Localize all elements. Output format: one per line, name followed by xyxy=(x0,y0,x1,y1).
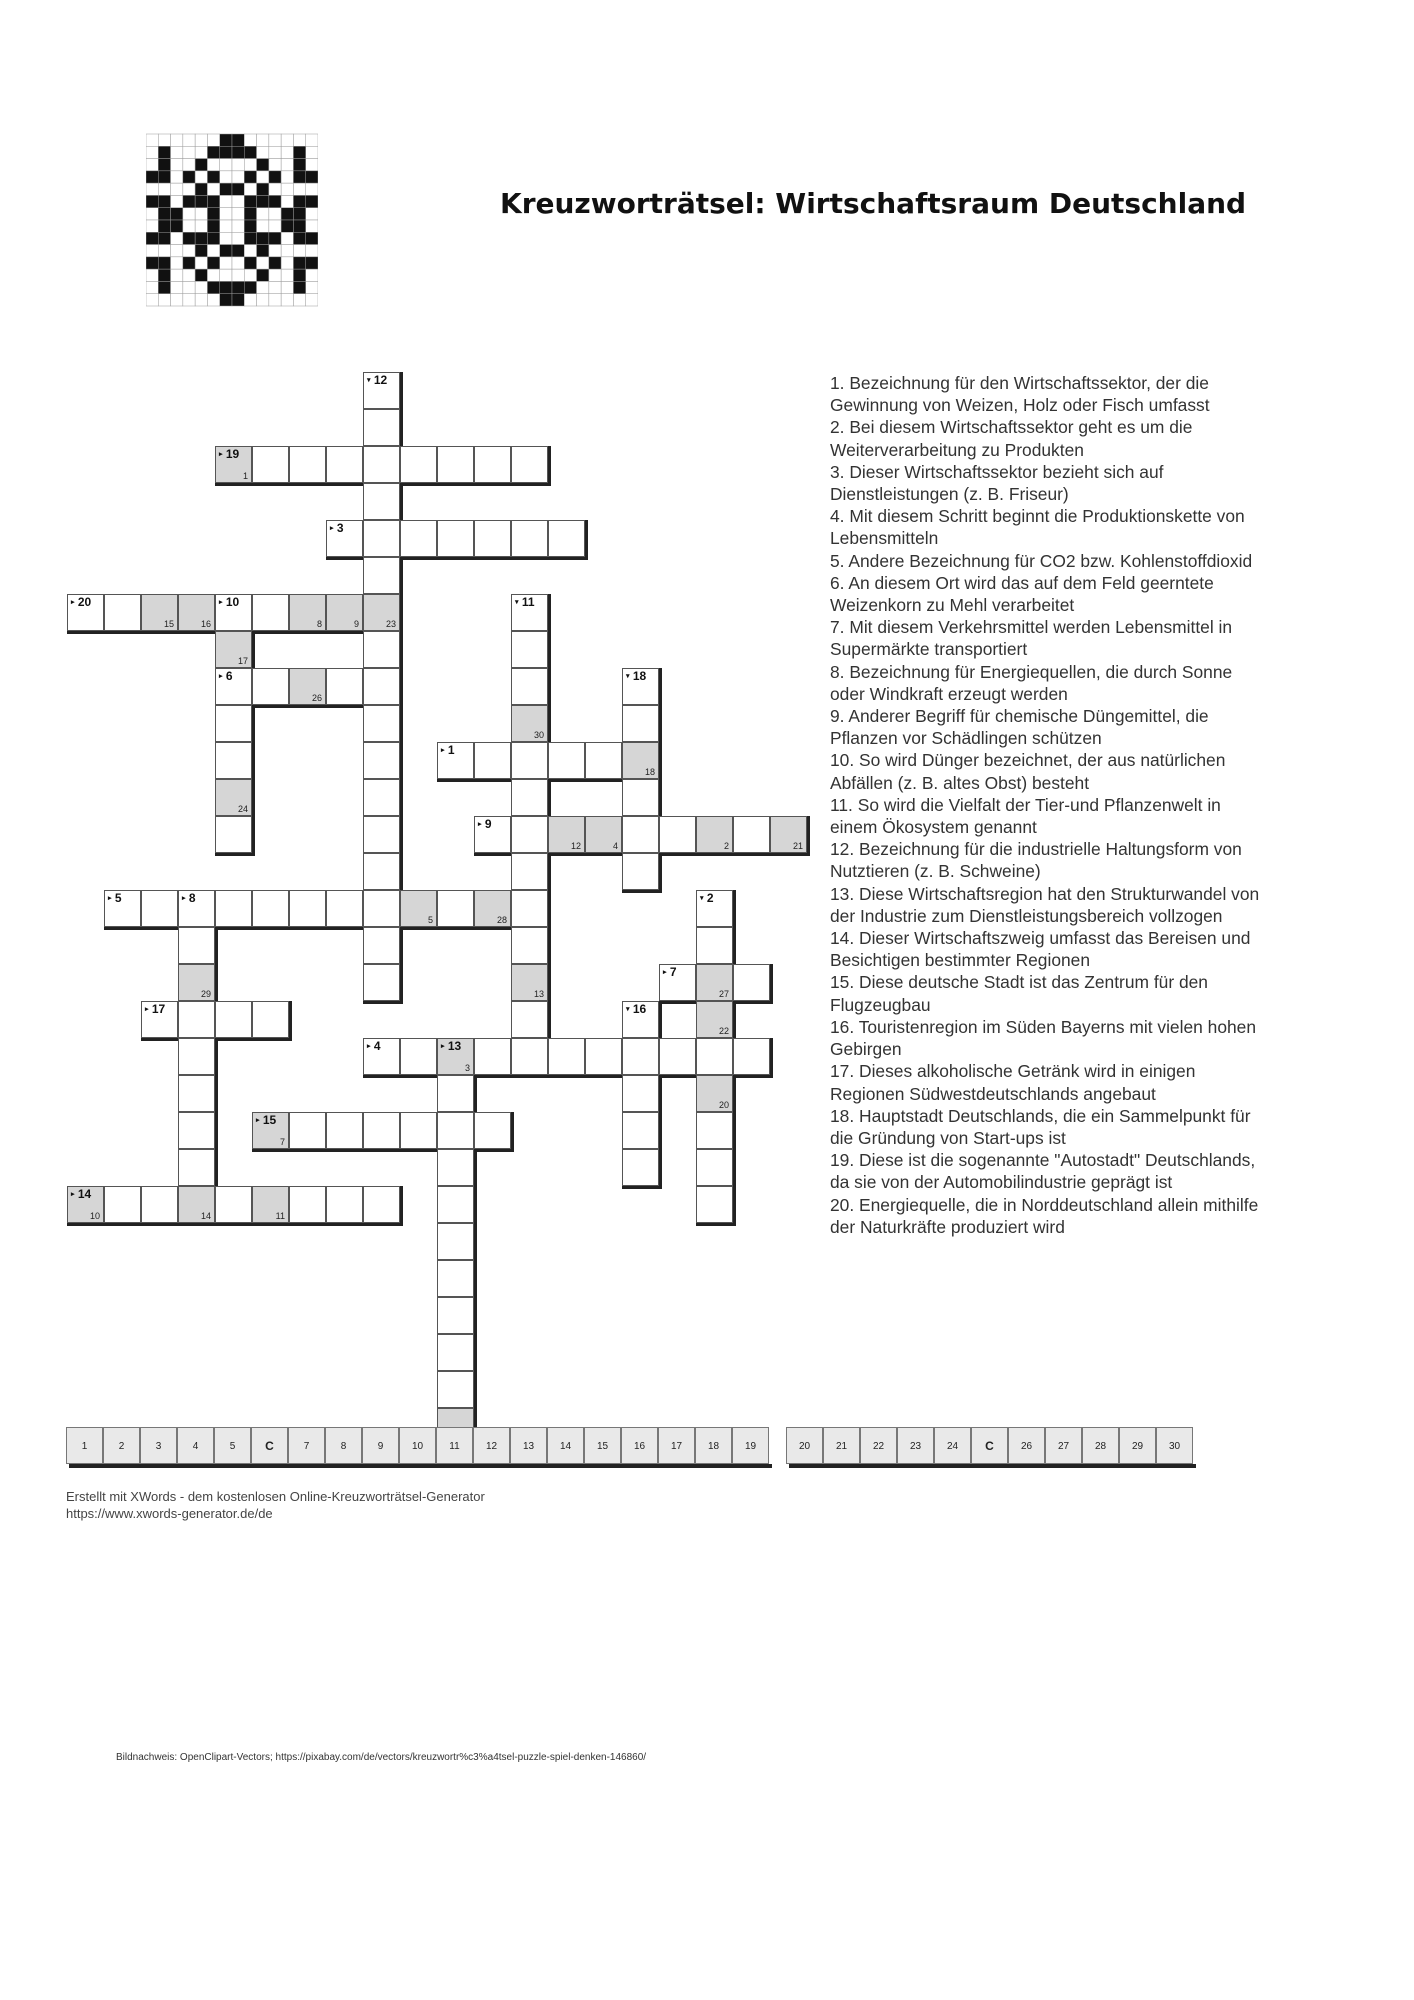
clue-item: 10. So wird Dünger bezeichnet, der aus natürlichen Abfällen (z. B. altes Obst) besteht xyxy=(830,750,1226,793)
solution-row xyxy=(0,1427,1414,1469)
clue-number-text: 7 xyxy=(669,965,677,979)
grid-cell[interactable] xyxy=(289,594,326,631)
clue-number xyxy=(219,669,233,684)
clue-item: 9. Anderer Begriff für chemische Düngemittel, die Pflanzen vor Schädlingen schützen xyxy=(830,706,1209,749)
grid-cell[interactable] xyxy=(696,1001,733,1038)
clue-item: 18. Hauptstadt Deutschlands, die ein Sammelpunkt für die Gründung von Start-ups ist xyxy=(830,1105,1251,1148)
solution-index: 29 xyxy=(200,989,211,999)
grid-cell[interactable] xyxy=(363,1112,400,1149)
arrow-right-icon: ▸ xyxy=(219,672,223,680)
clue-number-text: 1 xyxy=(447,743,455,757)
clue-number-text: 4 xyxy=(373,1039,381,1053)
solution-index: 20 xyxy=(718,1100,729,1110)
solution-box[interactable]: 9 xyxy=(362,1427,399,1464)
clue-number xyxy=(626,669,646,684)
solution-index: 30 xyxy=(533,730,544,740)
grid-cell[interactable] xyxy=(104,890,141,927)
grid-cell[interactable] xyxy=(363,631,400,668)
clue-item: 14. Dieser Wirtschaftszweig umfasst das Bereisen und Besichtigen bestimmter Regionen xyxy=(830,928,1251,971)
solution-box[interactable]: C xyxy=(251,1427,288,1464)
grid-cell[interactable] xyxy=(363,372,400,409)
grid-cell[interactable] xyxy=(622,1075,659,1112)
clue-number-text: 14 xyxy=(77,1187,92,1201)
arrow-down-icon: ▾ xyxy=(700,894,704,902)
solution-index: 1 xyxy=(242,471,248,481)
grid-cell[interactable] xyxy=(326,1186,363,1223)
grid-cell[interactable] xyxy=(770,816,807,853)
arrow-right-icon: ▸ xyxy=(71,1190,75,1198)
grid-cell[interactable] xyxy=(215,779,252,816)
grid-cell[interactable] xyxy=(363,779,400,816)
solution-shadow xyxy=(789,1464,1196,1468)
grid-cell[interactable] xyxy=(437,1149,474,1186)
grid-cell[interactable] xyxy=(289,668,326,705)
solution-index: 4 xyxy=(612,841,618,851)
grid-cell[interactable] xyxy=(696,890,733,927)
solution-box[interactable]: 20 xyxy=(786,1427,823,1464)
grid-cell[interactable] xyxy=(696,816,733,853)
grid-cell[interactable] xyxy=(474,890,511,927)
grid-cell[interactable] xyxy=(622,853,659,890)
grid-cell[interactable] xyxy=(104,1186,141,1223)
solution-box[interactable]: 30 xyxy=(1156,1427,1193,1464)
arrow-right-icon: ▸ xyxy=(478,820,482,828)
grid-cell[interactable] xyxy=(437,1371,474,1408)
grid-cell[interactable] xyxy=(696,1112,733,1149)
grid-cell[interactable] xyxy=(622,779,659,816)
solution-box[interactable]: 26 xyxy=(1008,1427,1045,1464)
grid-cell[interactable] xyxy=(511,446,548,483)
grid-cell[interactable] xyxy=(585,816,622,853)
grid-cell[interactable] xyxy=(215,890,252,927)
clue-number-text: 18 xyxy=(632,669,647,683)
grid-cell[interactable] xyxy=(437,1297,474,1334)
solution-index: 2 xyxy=(723,841,729,851)
clue-item: 4. Mit diesem Schritt beginnt die Produktionskette von Lebensmitteln xyxy=(830,506,1245,549)
arrow-right-icon: ▸ xyxy=(219,450,223,458)
grid-cell[interactable] xyxy=(104,594,141,631)
solution-index: 7 xyxy=(279,1137,285,1147)
solution-index: 27 xyxy=(718,989,729,999)
grid-cell[interactable] xyxy=(178,927,215,964)
clue-number-text: 13 xyxy=(447,1039,462,1053)
solution-box[interactable]: 22 xyxy=(860,1427,897,1464)
grid-cell[interactable] xyxy=(437,890,474,927)
grid-cell[interactable] xyxy=(511,890,548,927)
grid-cell[interactable] xyxy=(141,1001,178,1038)
grid-cell[interactable] xyxy=(215,446,252,483)
clue-item: 11. So wird die Vielfalt der Tier-und Pflanzenwelt in einem Ökosystem genannt xyxy=(830,794,1221,838)
arrow-down-icon: ▾ xyxy=(626,672,630,680)
clue-number xyxy=(330,521,344,536)
grid-cell[interactable] xyxy=(437,520,474,557)
solution-box[interactable]: 24 xyxy=(934,1427,971,1464)
arrow-right-icon: ▸ xyxy=(71,598,75,606)
solution-index: 9 xyxy=(353,619,359,629)
grid-cell[interactable] xyxy=(252,668,289,705)
grid-cell[interactable] xyxy=(511,520,548,557)
clue-number xyxy=(219,595,239,610)
clue-number-text: 16 xyxy=(632,1002,647,1016)
solution-index: 12 xyxy=(570,841,581,851)
clue-number xyxy=(663,965,677,980)
solution-index: 26 xyxy=(311,693,322,703)
grid-cell[interactable] xyxy=(696,1186,733,1223)
grid-cell[interactable] xyxy=(363,557,400,594)
grid-cell[interactable] xyxy=(178,1001,215,1038)
grid-cell[interactable] xyxy=(474,816,511,853)
solution-index: 10 xyxy=(89,1211,100,1221)
grid-cell[interactable] xyxy=(437,1334,474,1371)
grid-cell[interactable] xyxy=(659,964,696,1001)
arrow-right-icon: ▸ xyxy=(441,1042,445,1050)
grid-cell[interactable] xyxy=(363,853,400,890)
grid-cell[interactable] xyxy=(326,594,363,631)
grid-cell[interactable] xyxy=(437,1260,474,1297)
clue-number-text: 2 xyxy=(706,891,714,905)
grid-cell[interactable] xyxy=(178,964,215,1001)
clue-number-text: 10 xyxy=(225,595,240,609)
grid-cell[interactable] xyxy=(215,594,252,631)
grid-cell[interactable] xyxy=(548,520,585,557)
grid-cell[interactable] xyxy=(67,594,104,631)
grid-cell[interactable] xyxy=(511,964,548,1001)
grid-cell[interactable] xyxy=(437,742,474,779)
arrow-down-icon: ▾ xyxy=(367,376,371,384)
grid-cell[interactable] xyxy=(326,1112,363,1149)
grid-cell[interactable] xyxy=(400,890,437,927)
clue-number-text: 20 xyxy=(77,595,92,609)
grid-cell[interactable] xyxy=(252,594,289,631)
clue-item: 20. Energiequelle, die in Norddeutschland allein mithilfe der Naturkräfte produziert wird xyxy=(830,1194,1259,1237)
clue-item: 8. Bezeichnung für Energiequellen, die durch Sonne oder Windkraft erzeugt werden xyxy=(830,661,1233,704)
clue-item: 19. Diese ist die sogenannte "Autostadt" Deutschlands, da sie von der Automobilindustrie geprägt ist xyxy=(830,1150,1256,1193)
clue-item: 13. Diese Wirtschaftsregion hat den Strukturwandel von der Industrie zum Dienstleistungsbereich vollzogen xyxy=(830,883,1260,926)
grid-cell[interactable] xyxy=(400,446,437,483)
grid-cell[interactable] xyxy=(511,705,548,742)
arrow-down-icon: ▾ xyxy=(626,1005,630,1013)
arrow-right-icon: ▸ xyxy=(256,1116,260,1124)
solution-box[interactable]: 8 xyxy=(325,1427,362,1464)
clue-list xyxy=(830,372,1270,1238)
solution-index: 21 xyxy=(792,841,803,851)
grid-cell[interactable] xyxy=(141,890,178,927)
arrow-right-icon: ▸ xyxy=(330,524,334,532)
grid-cell[interactable] xyxy=(474,742,511,779)
grid-cell[interactable] xyxy=(437,1075,474,1112)
grid-cell[interactable] xyxy=(733,816,770,853)
grid-cell[interactable] xyxy=(178,1038,215,1075)
grid-cell[interactable] xyxy=(178,890,215,927)
clue-item: 17. Dieses alkoholische Getränk wird in einigen Regionen Südwestdeutschlands angebaut xyxy=(830,1061,1196,1104)
solution-index: 13 xyxy=(533,989,544,999)
arrow-right-icon: ▸ xyxy=(145,1005,149,1013)
solution-box[interactable]: 16 xyxy=(621,1427,658,1464)
grid-cell[interactable] xyxy=(622,705,659,742)
grid-cell[interactable] xyxy=(363,520,400,557)
grid-cell[interactable] xyxy=(400,520,437,557)
solution-box[interactable]: 15 xyxy=(584,1427,621,1464)
clue-number xyxy=(367,373,387,388)
grid-cell[interactable] xyxy=(437,1186,474,1223)
solution-box[interactable]: 11 xyxy=(436,1427,473,1464)
clue-number xyxy=(182,891,196,906)
arrow-right-icon: ▸ xyxy=(441,746,445,754)
grid-cell[interactable] xyxy=(252,1186,289,1223)
solution-shadow xyxy=(69,1464,772,1468)
grid-cell[interactable] xyxy=(141,1186,178,1223)
grid-cell[interactable] xyxy=(326,446,363,483)
solution-box[interactable]: 10 xyxy=(399,1427,436,1464)
grid-cell[interactable] xyxy=(67,1186,104,1223)
grid-cell[interactable] xyxy=(363,446,400,483)
clue-number xyxy=(145,1002,165,1017)
grid-cell[interactable] xyxy=(363,483,400,520)
grid-cell[interactable] xyxy=(511,668,548,705)
grid-cell[interactable] xyxy=(326,520,363,557)
solution-index: 18 xyxy=(644,767,655,777)
grid-cell[interactable] xyxy=(252,446,289,483)
image-credit: Bildnachweis: OpenClipart-Vectors; https://pixabay.com/de/vectors/kreuzwortr%c3%a4tsel-puzzle-spiel-denken-146860/ xyxy=(116,1752,647,1763)
clue-number xyxy=(515,595,535,610)
grid-cell[interactable] xyxy=(696,1075,733,1112)
clue-item: 6. An diesem Ort wird das auf dem Feld geerntete Weizenkorn zu Mehl verarbeitet xyxy=(830,572,1214,616)
grid-cell[interactable] xyxy=(326,890,363,927)
grid-cell[interactable] xyxy=(215,816,252,853)
grid-cell[interactable] xyxy=(363,1038,400,1075)
arrow-right-icon: ▸ xyxy=(663,968,667,976)
solution-index: 16 xyxy=(200,619,211,629)
clue-item: 16. Touristenregion im Süden Bayerns mit vielen hohen Gebirgen xyxy=(830,1016,1257,1060)
solution-index: 28 xyxy=(496,915,507,925)
solution-box[interactable]: 17 xyxy=(658,1427,695,1464)
clue-number xyxy=(71,1187,91,1202)
grid-cell[interactable] xyxy=(141,594,178,631)
grid-cell[interactable] xyxy=(548,742,585,779)
grid-cell[interactable] xyxy=(363,668,400,705)
solution-index: 17 xyxy=(237,656,248,666)
clue-number xyxy=(256,1113,276,1128)
grid-cell[interactable] xyxy=(659,816,696,853)
solution-box[interactable]: 7 xyxy=(288,1427,325,1464)
clue-number xyxy=(478,817,492,832)
grid-cell[interactable] xyxy=(696,1149,733,1186)
grid-cell[interactable] xyxy=(548,1038,585,1075)
grid-cell[interactable] xyxy=(511,594,548,631)
solution-box[interactable]: 12 xyxy=(473,1427,510,1464)
solution-box[interactable]: 13 xyxy=(510,1427,547,1464)
grid-cell[interactable] xyxy=(289,890,326,927)
grid-cell[interactable] xyxy=(437,1223,474,1260)
grid-cell[interactable] xyxy=(363,705,400,742)
grid-cell[interactable] xyxy=(178,1075,215,1112)
arrow-right-icon: ▸ xyxy=(182,894,186,902)
grid-cell[interactable] xyxy=(178,1186,215,1223)
generator-credit xyxy=(66,1488,485,1522)
arrow-right-icon: ▸ xyxy=(108,894,112,902)
solution-box[interactable]: 1 xyxy=(66,1427,103,1464)
grid-cell[interactable] xyxy=(178,1149,215,1186)
grid-cell[interactable] xyxy=(215,742,252,779)
solution-index: 14 xyxy=(200,1211,211,1221)
solution-box[interactable]: 3 xyxy=(140,1427,177,1464)
solution-box[interactable]: 28 xyxy=(1082,1427,1119,1464)
grid-cell[interactable] xyxy=(363,409,400,446)
grid-cell[interactable] xyxy=(215,631,252,668)
grid-cell[interactable] xyxy=(511,1038,548,1075)
solution-index: 3 xyxy=(464,1063,470,1073)
clue-item: 2. Bei diesem Wirtschaftssektor geht es um die Weiterverarbeitung zu Produkten xyxy=(830,417,1193,460)
solution-index: 5 xyxy=(427,915,433,925)
grid-cell[interactable] xyxy=(363,927,400,964)
solution-box[interactable]: 23 xyxy=(897,1427,934,1464)
grid-cell[interactable] xyxy=(659,1038,696,1075)
arrow-right-icon: ▸ xyxy=(367,1042,371,1050)
grid-cell[interactable] xyxy=(289,1112,326,1149)
clue-number xyxy=(441,1039,461,1054)
grid-cell[interactable] xyxy=(474,520,511,557)
grid-cell[interactable] xyxy=(400,1038,437,1075)
grid-cell[interactable] xyxy=(474,446,511,483)
grid-cell[interactable] xyxy=(252,1112,289,1149)
grid-cell[interactable] xyxy=(363,964,400,1001)
grid-cell[interactable] xyxy=(474,1112,511,1149)
solution-index: 15 xyxy=(163,619,174,629)
grid-cell[interactable] xyxy=(215,705,252,742)
grid-cell[interactable] xyxy=(215,668,252,705)
clue-number-text: 6 xyxy=(225,669,233,683)
solution-index: 22 xyxy=(718,1026,729,1036)
grid-cell[interactable] xyxy=(289,446,326,483)
credit-text: Erstellt mit XWords - dem kostenlosen Online-Kreuzworträtsel-Generator xyxy=(66,1489,485,1504)
solution-index: 23 xyxy=(385,619,396,629)
clue-number xyxy=(219,447,239,462)
grid-cell[interactable] xyxy=(733,1038,770,1075)
grid-cell[interactable] xyxy=(696,964,733,1001)
grid-cell[interactable] xyxy=(622,816,659,853)
grid-cell[interactable] xyxy=(289,1186,326,1223)
clue-number-text: 17 xyxy=(151,1002,166,1016)
clue-number-text: 5 xyxy=(114,891,122,905)
clue-number xyxy=(367,1039,381,1054)
clue-item: 7. Mit diesem Verkehrsmittel werden Lebensmittel in Supermärkte transportiert xyxy=(830,617,1233,660)
solution-box[interactable]: 18 xyxy=(695,1427,732,1464)
clue-number xyxy=(441,743,455,758)
grid-cell[interactable] xyxy=(437,1112,474,1149)
clue-number xyxy=(700,891,714,906)
clue-number xyxy=(108,891,122,906)
grid-cell[interactable] xyxy=(252,1001,289,1038)
solution-box[interactable]: 2 xyxy=(103,1427,140,1464)
solution-index: 8 xyxy=(316,619,322,629)
clue-number-text: 8 xyxy=(188,891,196,905)
grid-cell[interactable] xyxy=(696,1038,733,1075)
solution-box[interactable]: 29 xyxy=(1119,1427,1156,1464)
grid-cell[interactable] xyxy=(178,594,215,631)
clue-number-text: 9 xyxy=(484,817,492,831)
grid-cell[interactable] xyxy=(326,668,363,705)
solution-box[interactable]: 14 xyxy=(547,1427,584,1464)
solution-box[interactable]: 5 xyxy=(214,1427,251,1464)
grid-cell[interactable] xyxy=(622,1149,659,1186)
clue-number-text: 11 xyxy=(521,595,535,609)
grid-cell[interactable] xyxy=(437,1038,474,1075)
grid-cell[interactable] xyxy=(511,927,548,964)
clue-number-text: 19 xyxy=(225,447,240,461)
solution-box[interactable]: 19 xyxy=(732,1427,769,1464)
grid-cell[interactable] xyxy=(363,742,400,779)
grid-cell[interactable] xyxy=(511,742,548,779)
grid-cell[interactable] xyxy=(585,1038,622,1075)
clue-item: 1. Bezeichnung für den Wirtschaftssektor, der die Gewinnung von Weizen, Holz oder Fisch umfasst xyxy=(830,373,1210,416)
solution-box[interactable]: 4 xyxy=(177,1427,214,1464)
grid-cell[interactable] xyxy=(363,594,400,631)
grid-cell[interactable] xyxy=(178,1112,215,1149)
grid-cell[interactable] xyxy=(363,816,400,853)
solution-index: 24 xyxy=(237,804,248,814)
grid-cell[interactable] xyxy=(511,853,548,890)
grid-cell[interactable] xyxy=(622,742,659,779)
credit-link[interactable]: https://www.xwords-generator.de/de xyxy=(66,1506,273,1521)
clue-item: 5. Andere Bezeichnung für CO2 bzw. Kohlenstoffdioxid xyxy=(830,550,1253,571)
clue-item: 3. Dieser Wirtschaftssektor bezieht sich auf Dienstleistungen (z. B. Friseur) xyxy=(830,461,1164,505)
solution-box[interactable]: 27 xyxy=(1045,1427,1082,1464)
clue-number xyxy=(71,595,91,610)
grid-cell[interactable] xyxy=(511,1001,548,1038)
arrow-right-icon: ▸ xyxy=(219,598,223,606)
clue-item: 15. Diese deutsche Stadt ist das Zentrum für den Flugzeugbau xyxy=(830,972,1208,1015)
arrow-down-icon: ▾ xyxy=(515,598,519,606)
page-title: Kreuzworträtsel: Wirtschaftsraum Deutschland xyxy=(500,187,1247,220)
grid-cell[interactable] xyxy=(622,668,659,705)
grid-cell[interactable] xyxy=(474,1038,511,1075)
grid-cell[interactable] xyxy=(437,446,474,483)
grid-cell[interactable] xyxy=(511,816,548,853)
grid-cell[interactable] xyxy=(215,1001,252,1038)
grid-cell[interactable] xyxy=(733,964,770,1001)
grid-cell[interactable] xyxy=(511,631,548,668)
grid-cell[interactable] xyxy=(400,1112,437,1149)
grid-cell[interactable] xyxy=(585,742,622,779)
grid-cell[interactable] xyxy=(511,779,548,816)
grid-cell[interactable] xyxy=(622,1001,659,1038)
clue-number xyxy=(626,1002,646,1017)
grid-cell[interactable] xyxy=(622,1038,659,1075)
solution-index: 11 xyxy=(275,1211,285,1221)
clue-number-text: 3 xyxy=(336,521,344,535)
grid-cell[interactable] xyxy=(215,1186,252,1223)
grid-cell[interactable] xyxy=(363,1186,400,1223)
clue-number-text: 12 xyxy=(373,373,388,387)
grid-cell[interactable] xyxy=(252,890,289,927)
grid-cell[interactable] xyxy=(363,890,400,927)
clue-item: 12. Bezeichnung für die industrielle Haltungsform von Nutztieren (z. B. Schweine) xyxy=(830,839,1242,882)
grid-cell[interactable] xyxy=(696,927,733,964)
solution-box[interactable]: 21 xyxy=(823,1427,860,1464)
grid-cell[interactable] xyxy=(548,816,585,853)
solution-box[interactable]: C xyxy=(971,1427,1008,1464)
clue-number-text: 15 xyxy=(262,1113,277,1127)
grid-cell[interactable] xyxy=(622,1112,659,1149)
